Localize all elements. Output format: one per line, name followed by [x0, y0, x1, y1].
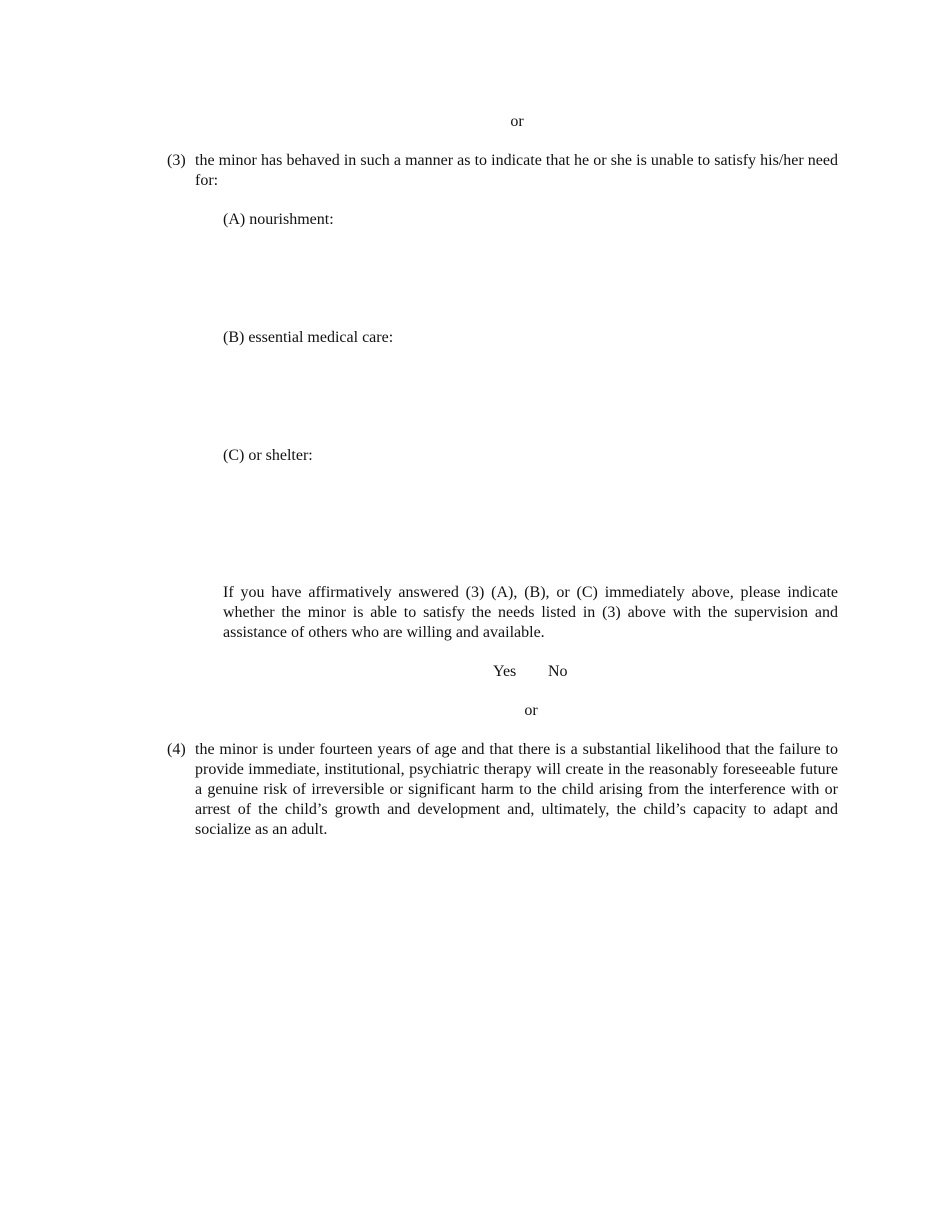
sub-item-a-nourishment: (A) nourishment:: [223, 211, 334, 228]
or-separator-top: or: [510, 113, 524, 130]
sub-item-b-medical-care: (B) essential medical care:: [223, 329, 394, 346]
or-separator-bottom: or: [524, 702, 538, 719]
item-3-text: the minor has behaved in such a manner as to indicate that he or she is unable to satisfy his/her need for:: [195, 152, 838, 189]
affirmative-note: If you have affirmatively answered (3) (A), (B), or (C) immediately above, please indicate whether the minor is able to satisfy the needs listed in (3) above with the supervision and assistance of others who are willing and available.: [223, 584, 838, 641]
item-3-number: (3): [167, 152, 186, 169]
no-option[interactable]: No: [548, 663, 568, 680]
sub-item-c-shelter: (C) or shelter:: [223, 447, 313, 464]
yes-option[interactable]: Yes: [493, 663, 517, 680]
item-4-number: (4): [167, 741, 186, 758]
item-4-text: the minor is under fourteen years of age and that there is a substantial likelihood that the failure to provide immediate, institutional, psychiatric therapy will create in the reasonably foreseeable future a genuine risk of irreversible or significant harm to the child arising from the interference with or arrest of the child’s growth and development and, ultimately, the child’s capacity to adapt and socialize as an adult.: [195, 741, 838, 838]
